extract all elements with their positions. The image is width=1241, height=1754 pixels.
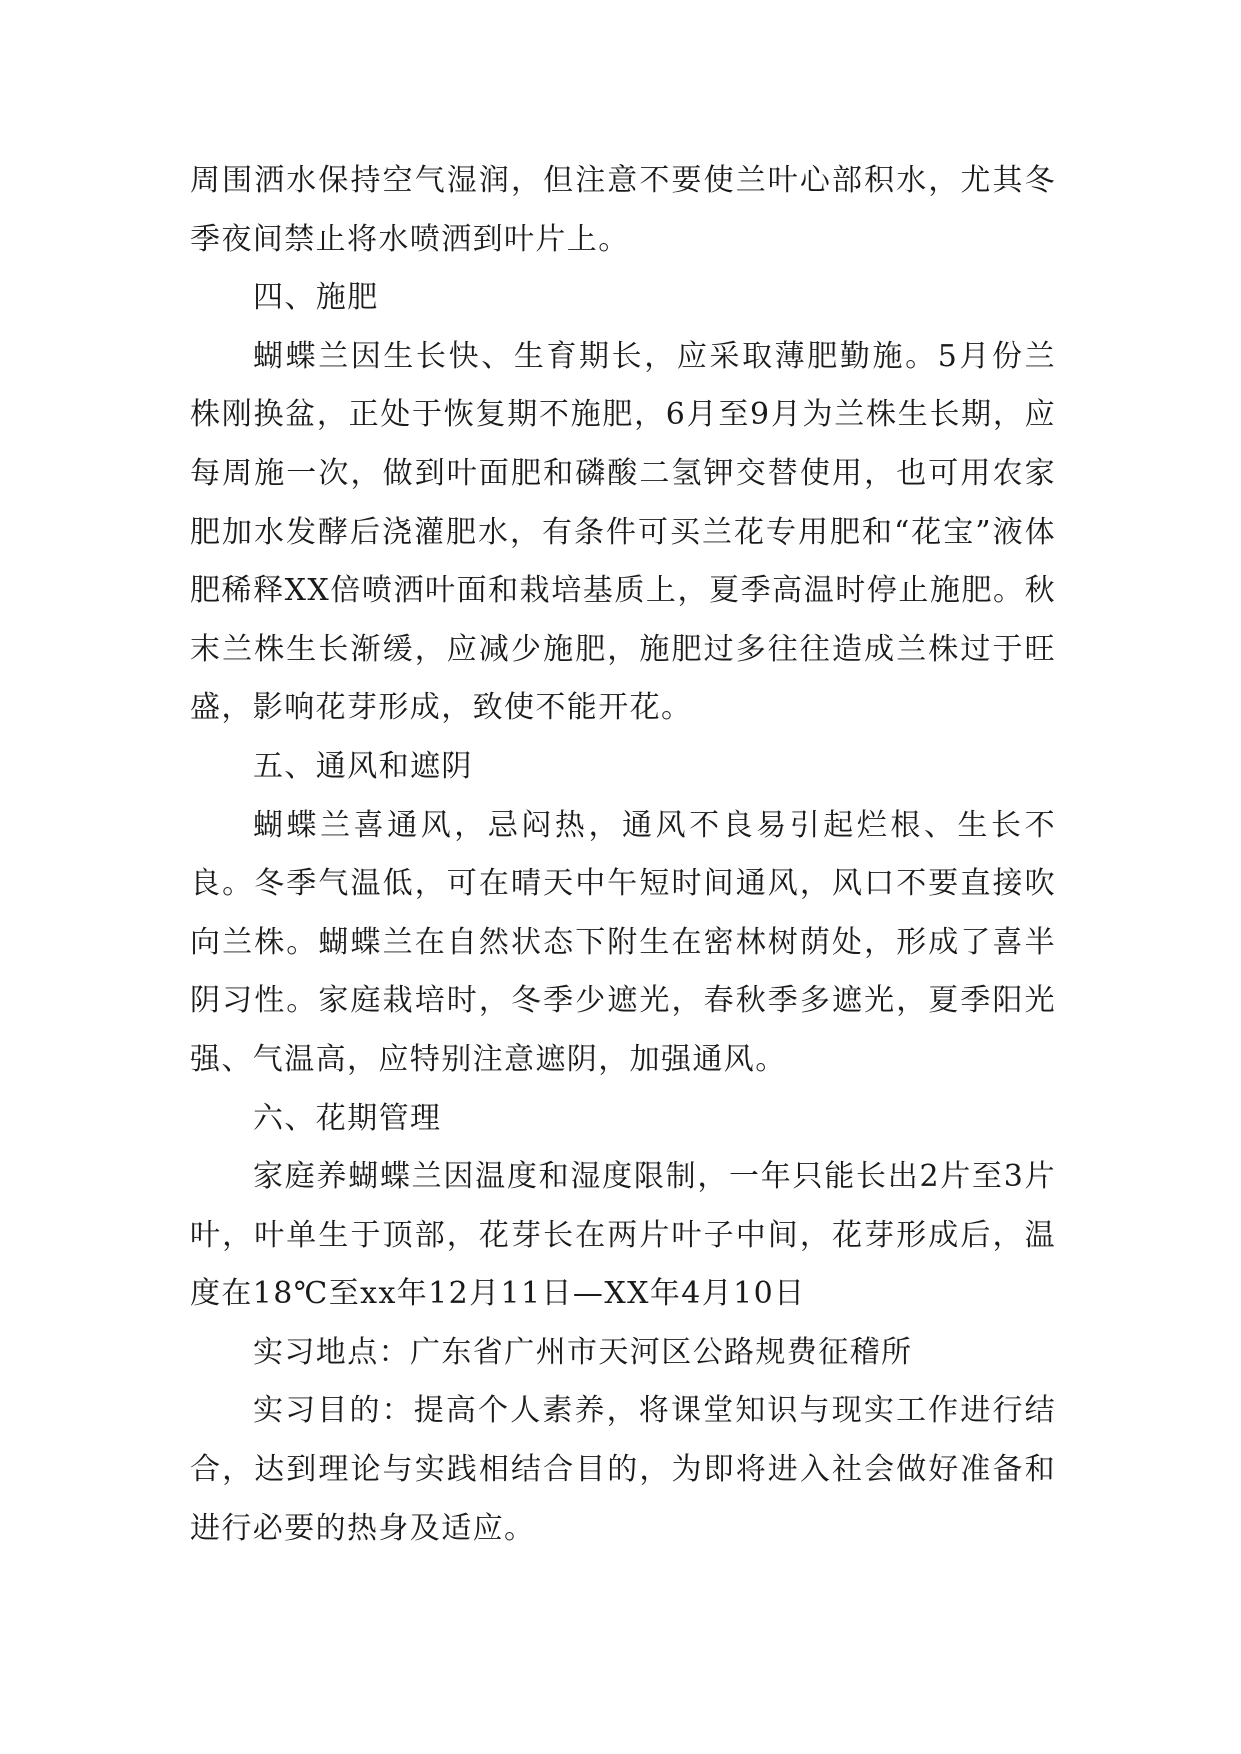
heading-ventilation-shade: 五、通风和遮阴 — [253, 748, 473, 784]
paragraph-flowering-management: 家庭养蝴蝶兰因温度和湿度限制，一年只能长出2片至3片叶，叶单生于顶部，花芽长在两片叶子中间，花芽形成后，温度在18℃至xx年12月11日—XX年4月10日 — [190, 1159, 1056, 1312]
heading-fertilizing: 四、施肥 — [253, 280, 379, 316]
paragraph-internship-purpose: 实习目的：提高个人素养，将课堂知识与现实工作进行结合，达到理论与实践相结合目的，为即将进入社会做好准备和进行必要的热身及适应。 — [190, 1393, 1056, 1546]
paragraph-watering: 周围洒水保持空气湿润，但注意不要使兰叶心部积水，尤其冬季夜间禁止将水喷洒到叶片上。 — [190, 163, 1056, 257]
document-body — [190, 152, 1056, 1558]
heading-flowering-management: 六、花期管理 — [253, 1100, 442, 1136]
paragraph-internship-location: 实习地点：广东省广州市天河区公路规费征稽所 — [253, 1334, 913, 1370]
paragraph-fertilizing: 蝴蝶兰因生长快、生育期长，应采取薄肥勤施。5月份兰株刚换盆，正处于恢复期不施肥，6月至9月为兰株生长期，应每周施一次，做到叶面肥和磷酸二氢钾交替使用，也可用农家肥加水发酵后浇灌肥水，有条件可买兰花专用肥和“花宝”液体肥稀释XX倍喷洒叶面和栽培基质上，夏季高温时停止施肥。秋末兰株生长渐缓，应减少施肥，施肥过多往往造成兰株过于旺盛，影响花芽形成，致使不能开花。 — [190, 338, 1056, 726]
paragraph-ventilation-shade: 蝴蝶兰喜通风，忌闷热，通风不良易引起烂根、生长不良。冬季气温低，可在晴天中午短时间通风，风口不要直接吹向兰株。蝴蝶兰在自然状态下附生在密林树荫处，形成了喜半阴习性。家庭栽培时，冬季少遮光，春秋季多遮光，夏季阳光强、气温高，应特别注意遮阴，加强通风。 — [190, 807, 1056, 1077]
